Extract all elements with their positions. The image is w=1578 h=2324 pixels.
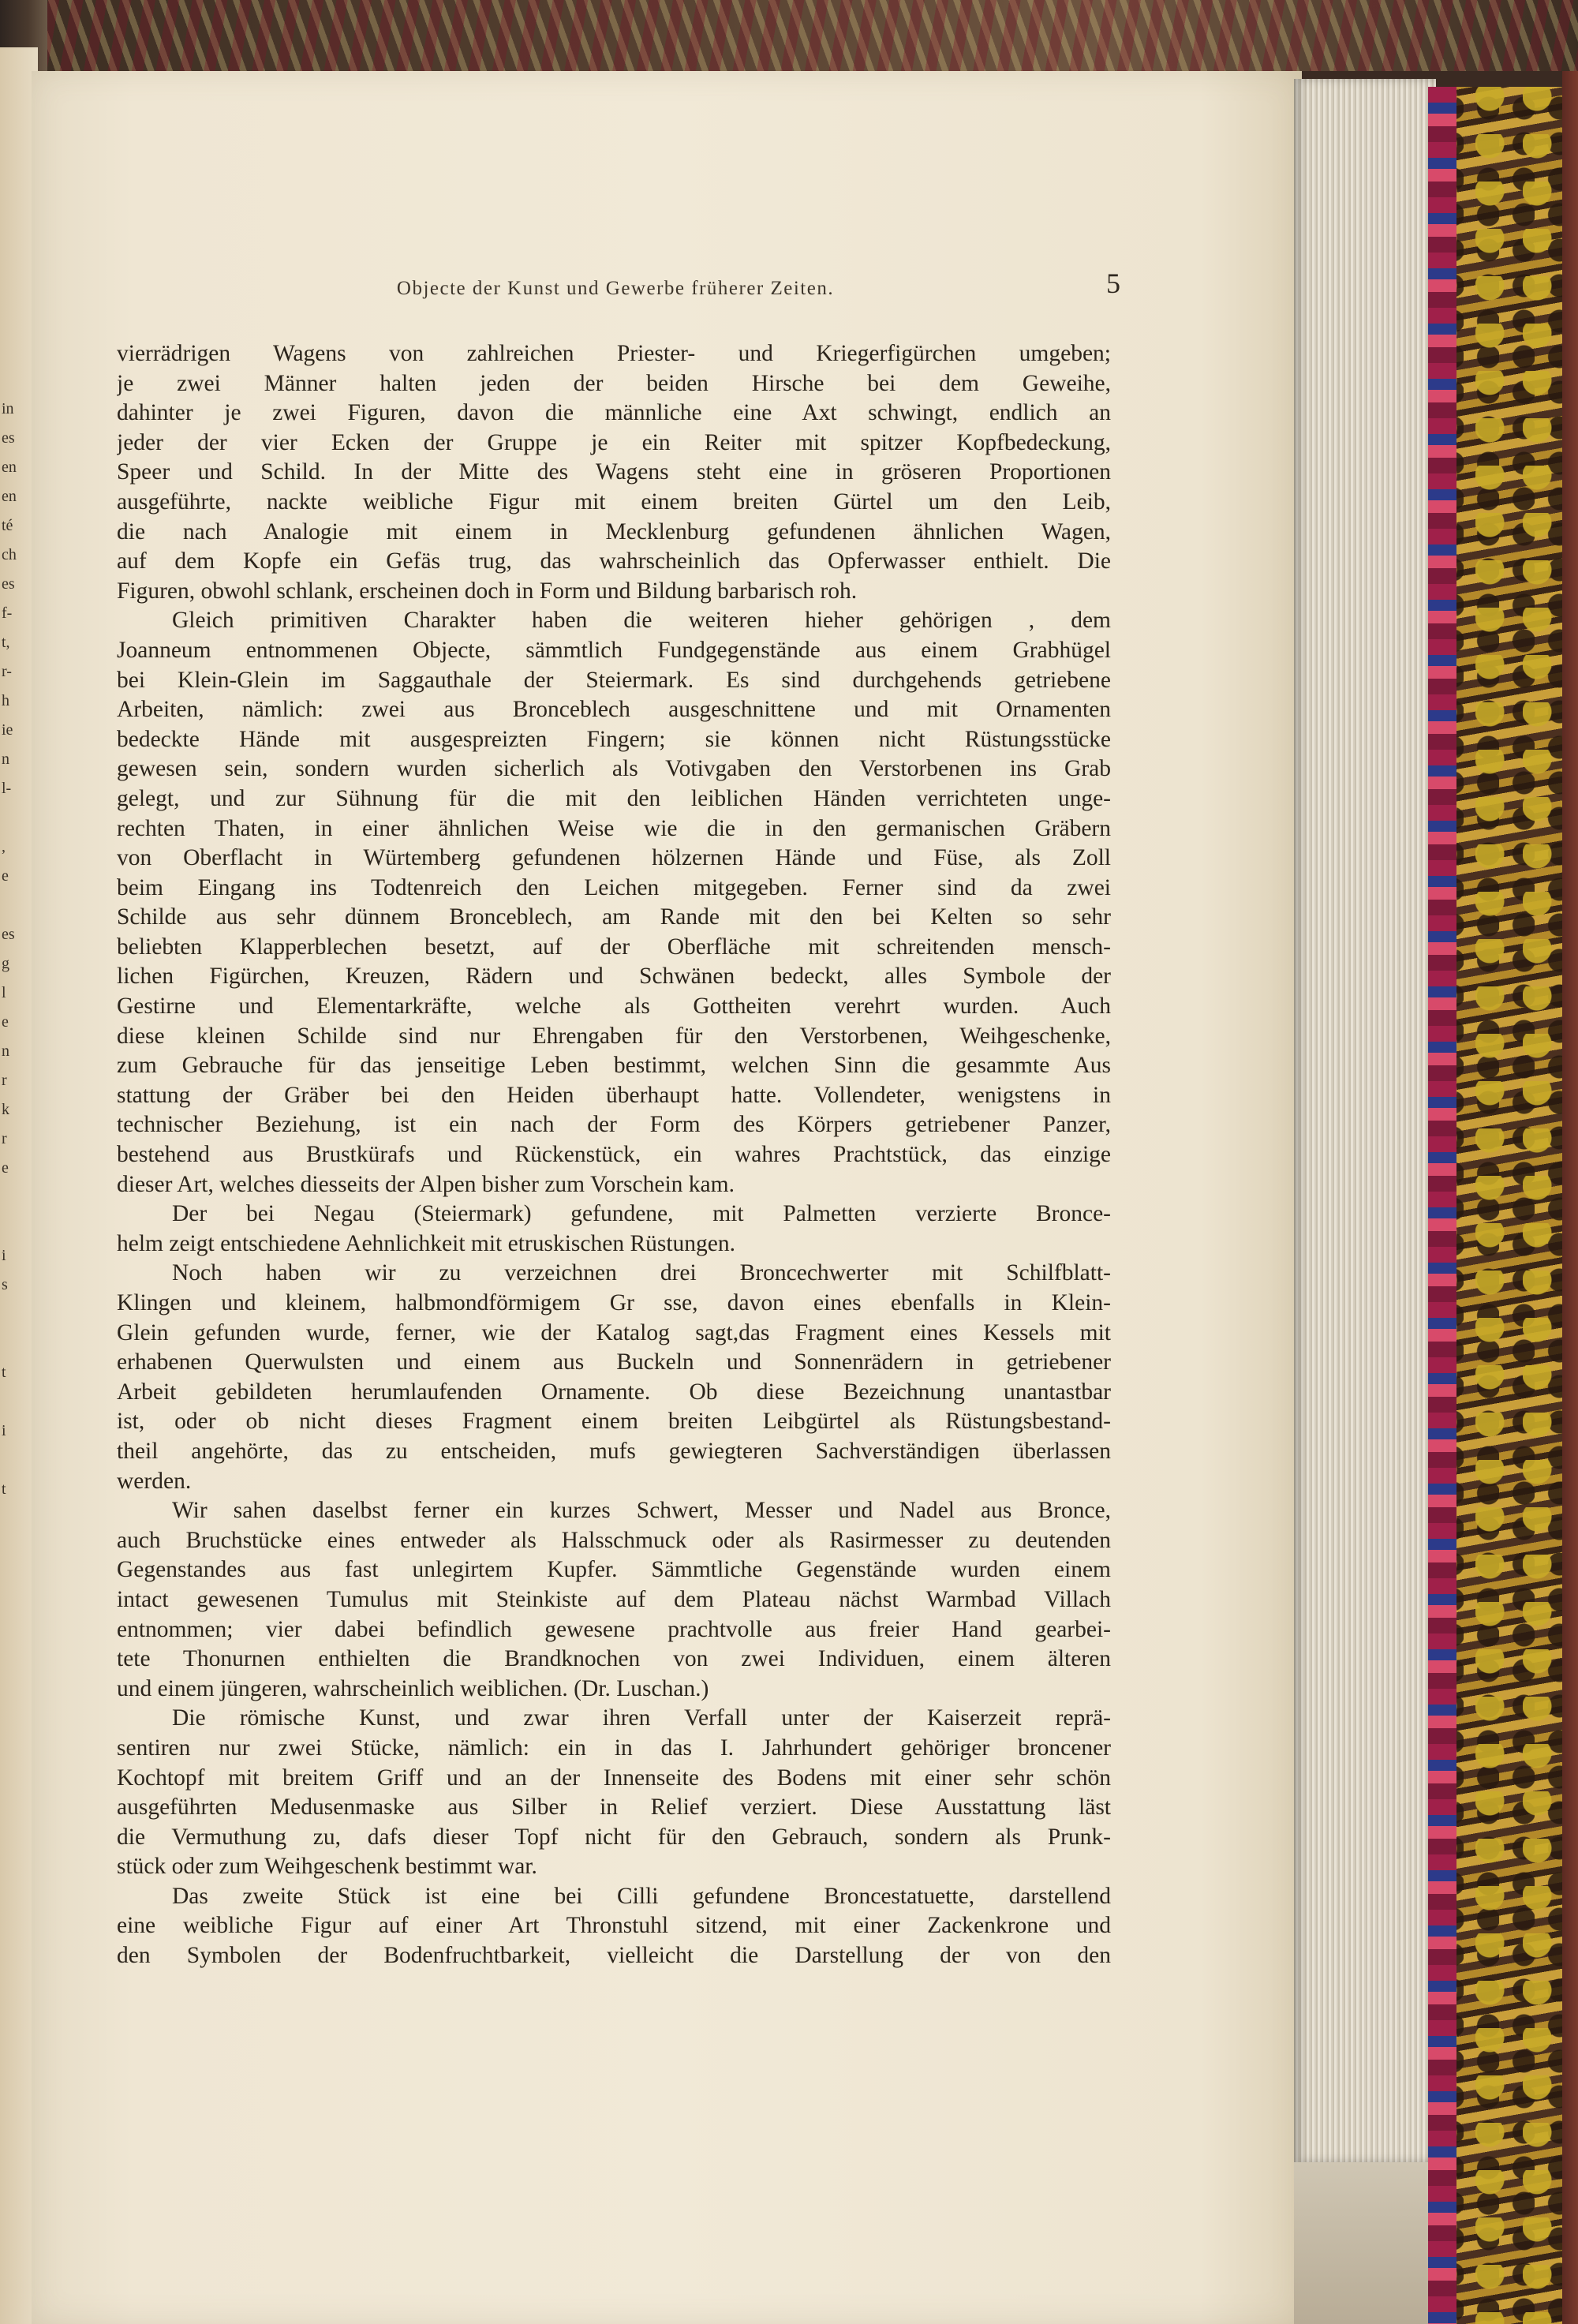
- text-line: dieser Art, welches diesseits der Alpen bisher zum Vorschein kam.: [117, 1171, 735, 1197]
- text-line: zum Gebrauche für das jenseitige Leben bestimmt, welchen Sinn die gesammte Aus: [117, 1053, 1111, 1079]
- text-line: ist, oder ob nicht dieses Fragment einem breiten Leibgürtel als Rüstungsbestand-: [117, 1409, 1111, 1435]
- previous-page-fragment: s: [2, 1276, 8, 1293]
- previous-page-fragment: es: [2, 429, 15, 447]
- previous-page-fragment: i: [2, 1247, 6, 1264]
- text-line: beim Eingang ins Todtenreich den Leichen mitgegeben. Ferner sind da zwei: [117, 874, 1111, 900]
- text-line: intact gewesenen Tumulus mit Steinkiste auf dem Plateau nächst Warmbad Villach: [117, 1586, 1111, 1612]
- previous-page-fragment: e: [2, 867, 9, 885]
- previous-page-fragment: [2, 891, 33, 920]
- previous-page-fragment: n: [2, 750, 9, 768]
- previous-page-fragment: k: [2, 1101, 9, 1118]
- text-line: werden.: [117, 1468, 192, 1494]
- previous-page-fragments: [2, 395, 33, 1562]
- page-edges-bottom: [1294, 2162, 1436, 2324]
- previous-page-fragment: ch: [2, 546, 17, 563]
- previous-page-fragment: [2, 1387, 33, 1416]
- text-line: ausgeführten Medusenmaske aus Silber in Relief verziert. Diese Ausstattung läst: [117, 1794, 1111, 1821]
- previous-page-fragment: [2, 1446, 33, 1475]
- text-line: gewesen sein, sondern wurden sicherlich als Votivgaben den Verstorbenen ins Grab: [117, 756, 1111, 782]
- text-line: technischer Beziehung, ist ein nach der Form des Körpers getriebener Panzer,: [117, 1112, 1111, 1138]
- previous-page-fragment: t: [2, 1364, 6, 1381]
- text-line: die Vermuthung zu, dafs dieser Topf nicht für den Gebrauch, sondern als Prunk-: [117, 1824, 1111, 1850]
- text-line: tete Thonurnen enthielten die Brandknochen von zwei Individuen, einem älteren: [117, 1646, 1111, 1672]
- text-line: Glein gefunden wurde, ferner, wie der Katalog sagt,das Fragment eines Kessels mit: [117, 1319, 1111, 1345]
- text-line: auf dem Kopfe ein Gefäs trug, das wahrscheinlich das Opferwasser enthielt. Die: [117, 548, 1111, 574]
- page-edges-stack: [1294, 79, 1436, 2162]
- body-text: [117, 339, 1111, 1971]
- text-line: vierrädrigen Wagens von zahlreichen Priester- und Kriegerfigürchen umgeben;: [117, 341, 1111, 366]
- page-number: 5: [1106, 268, 1120, 299]
- text-line: Arbeiten, nämlich: zwei aus Bronceblech ausgeschnittene und mit Ornamenten: [117, 697, 1111, 723]
- text-line: ausgeführte, nackte weibliche Figur mit einem breiten Gürtel um den Leib,: [117, 488, 1111, 515]
- text-line: Schilde aus sehr dünnem Bronceblech, am Rande mit den bei Kelten so sehr: [117, 904, 1111, 930]
- text-line: diese kleinen Schilde sind nur Ehrengaben für den Verstorbenen, Weihgeschenke,: [117, 1023, 1111, 1049]
- previous-page-fragment: g: [2, 955, 9, 972]
- text-line: lichen Figürchen, Kreuzen, Rädern und Schwänen bedeckt, alles Symbole der: [117, 964, 1111, 990]
- text-line: Kochtopf mit breitem Griff und an der Innenseite des Bodens mit einer sehr schön: [117, 1765, 1111, 1791]
- previous-page-fragment: in: [2, 400, 14, 417]
- marbled-cover-red-band: [1428, 87, 1456, 2324]
- previous-page-fragment: l: [2, 984, 6, 1001]
- previous-page-fragment: [2, 1212, 33, 1241]
- text-line: jeder der vier Ecken der Gruppe je ein Reiter mit spitzer Kopfbedeckung,: [117, 429, 1111, 455]
- text-line: Das zweite Stück ist eine bei Cilli gefundene Broncestatuette, darstellend: [172, 1883, 1111, 1909]
- text-line: die nach Analogie mit einem in Mecklenburg gefundenen ähnlichen Wagen,: [117, 518, 1111, 545]
- text-line: eine weibliche Figur auf einer Art Thronstuhl sitzend, mit einer Zackenkrone und: [117, 1913, 1111, 1939]
- text-line: Der bei Negau (Steiermark) gefundene, mit Palmetten verzierte Bronce-: [172, 1201, 1111, 1227]
- previous-page-fragment: l-: [2, 780, 12, 797]
- previous-page-fragment: en: [2, 488, 17, 505]
- text-line: stück oder zum Weihgeschenk bestimmt war.: [117, 1854, 537, 1880]
- cover-edge: [1562, 71, 1578, 2324]
- previous-page-fragment: [2, 1533, 33, 1562]
- top-marbled-edge: [0, 0, 1578, 71]
- text-line: beliebten Klapperblechen besetzt, auf der Oberfläche mit schreitenden mensch-: [117, 934, 1111, 960]
- text-line: erhabenen Querwulsten und einem aus Buckeln und Sonnenrädern in getriebener: [117, 1349, 1111, 1375]
- previous-page-fragment: e: [2, 1159, 9, 1177]
- previous-page-fragment: en: [2, 458, 17, 476]
- text-line: bedeckte Hände mit ausgespreizten Fingern; sie können nicht Rüstungsstücke: [117, 726, 1111, 752]
- previous-page-fragment: t: [2, 1480, 6, 1498]
- text-line: Wir sahen daselbst ferner ein kurzes Schwert, Messer und Nadel aus Bronce,: [172, 1498, 1111, 1524]
- text-line: Klingen und kleinem, halbmondförmigem Gr sse, davon eines ebenfalls in Klein-: [117, 1290, 1111, 1315]
- previous-page-fragment: [2, 1300, 33, 1329]
- previous-page-fragment: [2, 1183, 33, 1212]
- text-line: bestehend aus Brustkürafs und Rückenstück, ein wahres Prachtstück, das einzige: [117, 1142, 1111, 1168]
- text-line: Arbeit gebildeten herumlaufenden Ornamente. Ob diese Bezeichnung unantastbar: [117, 1379, 1111, 1405]
- previous-page-fragment: [2, 1329, 33, 1358]
- text-line: von Oberflacht in Würtemberg gefundenen hölzernen Hände und Füse, als Zoll: [117, 845, 1111, 871]
- previous-page-fragment: r: [2, 1130, 7, 1147]
- text-line: rechten Thaten, in einer ähnlichen Weise wie die in den germanischen Gräbern: [117, 815, 1111, 841]
- previous-page-fragment: es: [2, 926, 15, 943]
- text-line: den Symbolen der Bodenfruchtbarkeit, vielleicht die Darstellung der von den: [117, 1943, 1111, 1969]
- previous-page-fragment: e: [2, 1013, 9, 1031]
- text-line: theil angehörte, das zu entscheiden, mufs gewiegteren Sachverständigen überlassen: [117, 1438, 1111, 1464]
- previous-page-fragment: té: [2, 517, 13, 534]
- text-line: Noch haben wir zu verzeichnen drei Broncechwerter mit Schilfblatt-: [172, 1260, 1111, 1286]
- previous-page-fragment: r-: [2, 663, 12, 680]
- running-head: Objecte der Kunst und Gewerbe früherer Zeiten.: [396, 278, 835, 299]
- previous-page-fragment: es: [2, 575, 15, 593]
- text-line: Speer und Schild. In der Mitte des Wagens steht eine in gröseren Proportionen: [117, 459, 1111, 485]
- text-line: je zwei Männer halten jeden der beiden Hirsche bei dem Geweihe,: [117, 370, 1111, 396]
- text-line: und einem jüngeren, wahrscheinlich weiblichen. (Dr. Luschan.): [117, 1675, 709, 1701]
- text-line: Gestirne und Elementarkräfte, welche als Gottheiten verehrt wurden. Auch: [117, 994, 1111, 1020]
- previous-page-fragment: [2, 1504, 33, 1533]
- text-line: Gleich primitiven Charakter haben die weiteren hieher gehörigen , dem: [172, 608, 1111, 634]
- text-line: Gegenstandes aus fast unlegirtem Kupfer. Sämmtliche Gegenstände wurden einem: [117, 1557, 1111, 1583]
- text-line: dahinter je zwei Figuren, davon die männliche eine Axt schwingt, endlich an: [117, 400, 1111, 426]
- text-line: stattung der Gräber bei den Heiden überhaupt hatte. Vollendeter, wenigstens in: [117, 1082, 1111, 1108]
- previous-page-fragment: [2, 803, 33, 833]
- previous-page-fragment: r: [2, 1072, 7, 1089]
- previous-page-fragment: i: [2, 1422, 6, 1439]
- text-line: entnommen; vier dabei befindlich gewesene prachtvolle aus freier Hand gearbei-: [117, 1616, 1111, 1642]
- previous-page-fragment: t,: [2, 634, 10, 651]
- text-line: helm zeigt entschiedene Aehnlichkeit mit etruskischen Rüstungen.: [117, 1230, 736, 1256]
- text-line: auch Bruchstücke eines entweder als Halsschmuck oder als Rasirmesser zu deutenden: [117, 1527, 1111, 1553]
- previous-page-fragment: ,: [2, 838, 6, 855]
- text-line: sentiren nur zwei Stücke, nämlich: ein in das I. Jahrhundert gehöriger broncener: [117, 1735, 1111, 1761]
- previous-page-fragment: f-: [2, 604, 13, 622]
- text-line: Die römische Kunst, und zwar ihren Verfall unter der Kaiserzeit reprä-: [172, 1705, 1111, 1731]
- previous-page-fragment: ie: [2, 721, 13, 739]
- text-line: Joanneum entnommenen Objecte, sämmtlich Fundgegenstände aus einem Grabhügel: [117, 637, 1111, 663]
- text-line: bei Klein-Glein im Saggauthale der Steiermark. Es sind durchgehends getriebene: [117, 667, 1111, 693]
- text-line: gelegt, und zur Sühnung für die mit den leiblichen Händen verrichteten unge-: [117, 785, 1111, 811]
- text-line: Figuren, obwohl schlank, erscheinen doch in Form und Bildung barbarisch roh.: [117, 578, 858, 604]
- previous-page-fragment: n: [2, 1042, 9, 1060]
- previous-page-fragment: h: [2, 692, 9, 709]
